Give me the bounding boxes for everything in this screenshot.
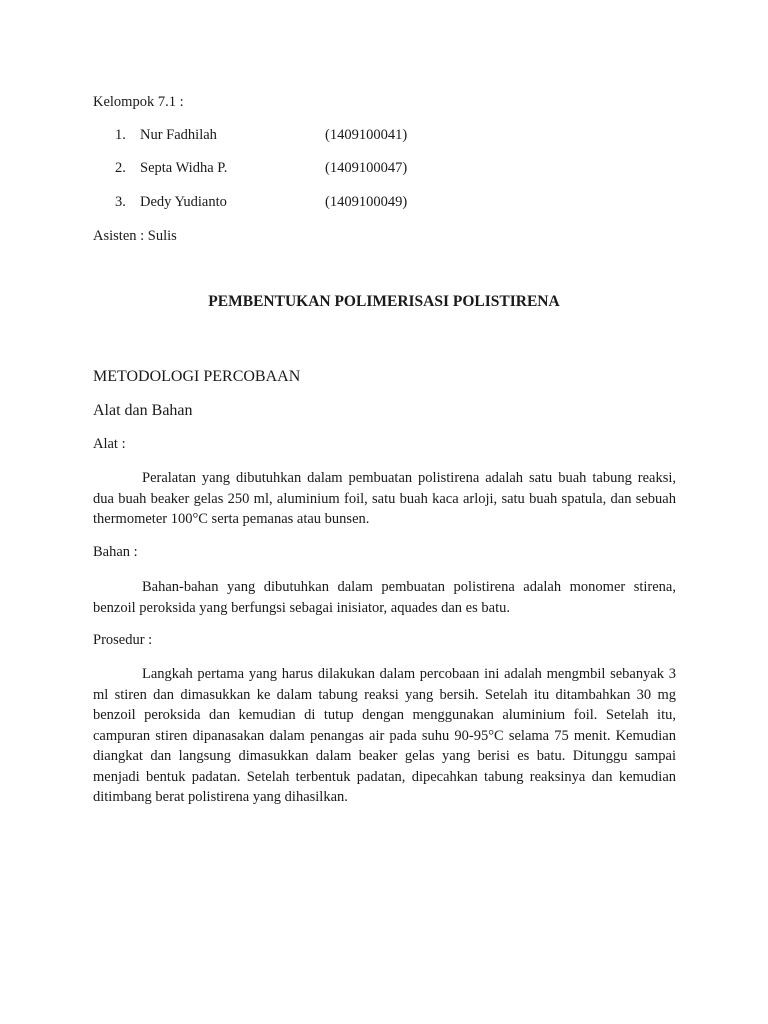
document-title: PEMBENTUKAN POLIMERISASI POLISTIRENA (208, 293, 560, 310)
member-number: 3. (115, 194, 126, 210)
member-id: (1409100047) (325, 160, 408, 176)
assistant-line: Asisten : Sulis (93, 228, 177, 244)
member-id: (1409100041) (325, 127, 408, 143)
section-heading: METODOLOGI PERCOBAAN (93, 368, 301, 385)
prosedur-label: Prosedur : (93, 632, 153, 648)
member-number: 2. (115, 160, 126, 176)
member-name: Nur Fadhilah (140, 127, 217, 143)
alat-paragraph: Peralatan yang dibutuhkan dalam pembuatan polistirena adalah satu buah tabung reaksi, dua buah beaker gelas 250 ml, aluminium foil, satu buah kaca arloji, satu buah spatula, dan sebuah thermometer 100°C serta pemanas atau bunsen. (93, 470, 676, 527)
member-name: Dedy Yudianto (140, 194, 227, 210)
bahan-label: Bahan : (93, 544, 138, 560)
member-number: 1. (115, 127, 126, 143)
bahan-paragraph: Bahan-bahan yang dibutuhkan dalam pembuatan polistirena adalah monomer stirena, benzoil peroksida yang berfungsi sebagai inisiator, aquades dan es batu. (93, 579, 676, 616)
group-header: Kelompok 7.1 : (93, 94, 184, 110)
member-id: (1409100049) (325, 194, 408, 210)
prosedur-paragraph: Langkah pertama yang harus dilakukan dalam percobaan ini adalah mengmbil sebanyak 3 ml stiren dan dimasukkan ke dalam tabung reaksi yang bersih. Setelah itu ditambahkan 30 mg benzoil peroksida dan kemudian di tutup dengan menggunakan aluminium foil. Setelah itu, campuran stiren dipanasakan dalam penangas air pada suhu 90-95°C selama 75 menit. Kemudian diangkat dan langsung dimasukkan dalam beaker gelas yang berisi es batu. Ditunggu sampai menjadi bentuk padatan. Setelah terbentuk padatan, dipecahkan tabung reaksinya dan kemudian ditimbang berat polistirena yang dihasilkan. (93, 666, 676, 805)
section-subheading: Alat dan Bahan (93, 402, 193, 419)
member-name: Septa Widha P. (140, 160, 228, 176)
alat-label: Alat : (93, 436, 126, 452)
